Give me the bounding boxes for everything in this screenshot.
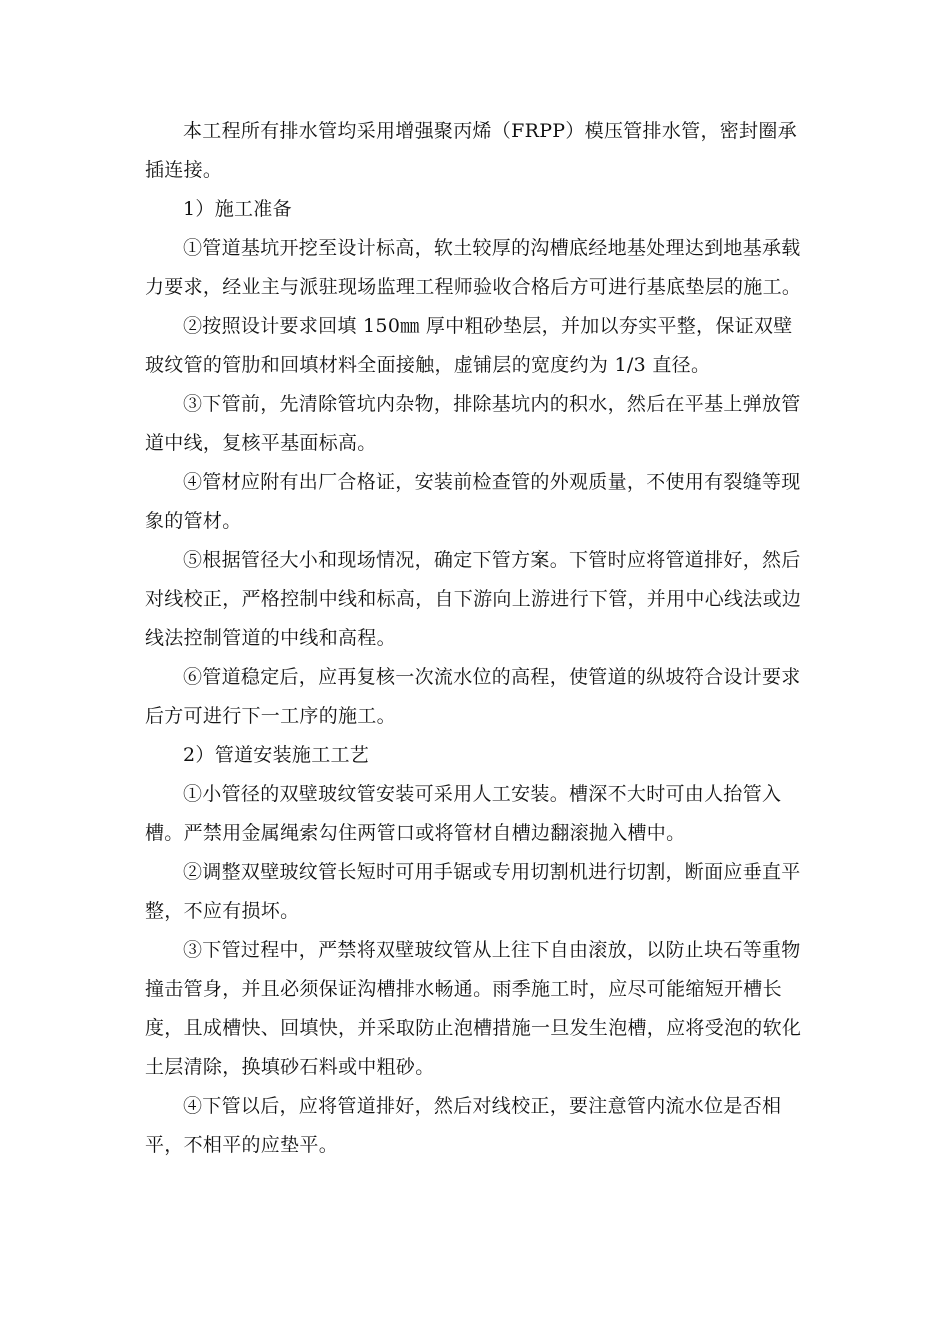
document-body <box>145 112 810 1165</box>
section-heading-installation: 2）管道安装施工工艺 <box>183 744 370 766</box>
paragraph-intro: 本工程所有排水管均采用增强聚丙烯（FRPP）模压管排水管，密封圈承插连接。 <box>145 120 797 181</box>
paragraph-install-2: ②调整双壁玻纹管长短时可用手锯或专用切割机进行切割，断面应垂直平整，不应有损坏。 <box>145 861 801 922</box>
paragraph-install-3: ③下管过程中，严禁将双壁玻纹管从上往下自由滚放，以防止块石等重物撞击管身，并且必须保证沟槽排水畅通。雨季施工时，应尽可能缩短开槽长度，且成槽快、回填快，并采取防止泡槽措施一旦发生泡槽，应将受泡的软化土层清除，换填砂石料或中粗砂。 <box>145 939 802 1078</box>
paragraph-prep-5: ⑤根据管径大小和现场情况，确定下管方案。下管时应将管道排好，然后对线校正，严格控制中线和标高，自下游向上游进行下管，并用中心线法或边线法控制管道的中线和高程。 <box>145 549 802 649</box>
paragraph-prep-1: ①管道基坑开挖至设计标高，软土较厚的沟槽底经地基处理达到地基承载力要求，经业主与派驻现场监理工程师验收合格后方可进行基底垫层的施工。 <box>145 237 802 298</box>
paragraph-prep-6: ⑥管道稳定后，应再复核一次流水位的高程，使管道的纵坡符合设计要求后方可进行下一工序的施工。 <box>145 666 801 727</box>
section-heading-preparation: 1）施工准备 <box>183 198 292 220</box>
paragraph-prep-3: ③下管前，先清除管坑内杂物，排除基坑内的积水，然后在平基上弹放管道中线，复核平基面标高。 <box>145 393 801 454</box>
paragraph-install-4: ④下管以后，应将管道排好，然后对线校正，要注意管内流水位是否相平，不相平的应垫平。 <box>145 1095 782 1156</box>
paragraph-prep-2: ②按照设计要求回填 150㎜ 厚中粗砂垫层，并加以夯实平整，保证双壁玻纹管的管肋和回填材料全面接触，虚铺层的宽度约为 1/3 直径。 <box>145 315 793 376</box>
paragraph-prep-4: ④管材应附有出厂合格证，安装前检查管的外观质量，不使用有裂缝等现象的管材。 <box>145 471 801 532</box>
paragraph-install-1: ①小管径的双壁玻纹管安装可采用人工安装。槽深不大时可由人抬管入槽。严禁用金属绳索勾住两管口或将管材自槽边翻滚抛入槽中。 <box>145 783 782 844</box>
